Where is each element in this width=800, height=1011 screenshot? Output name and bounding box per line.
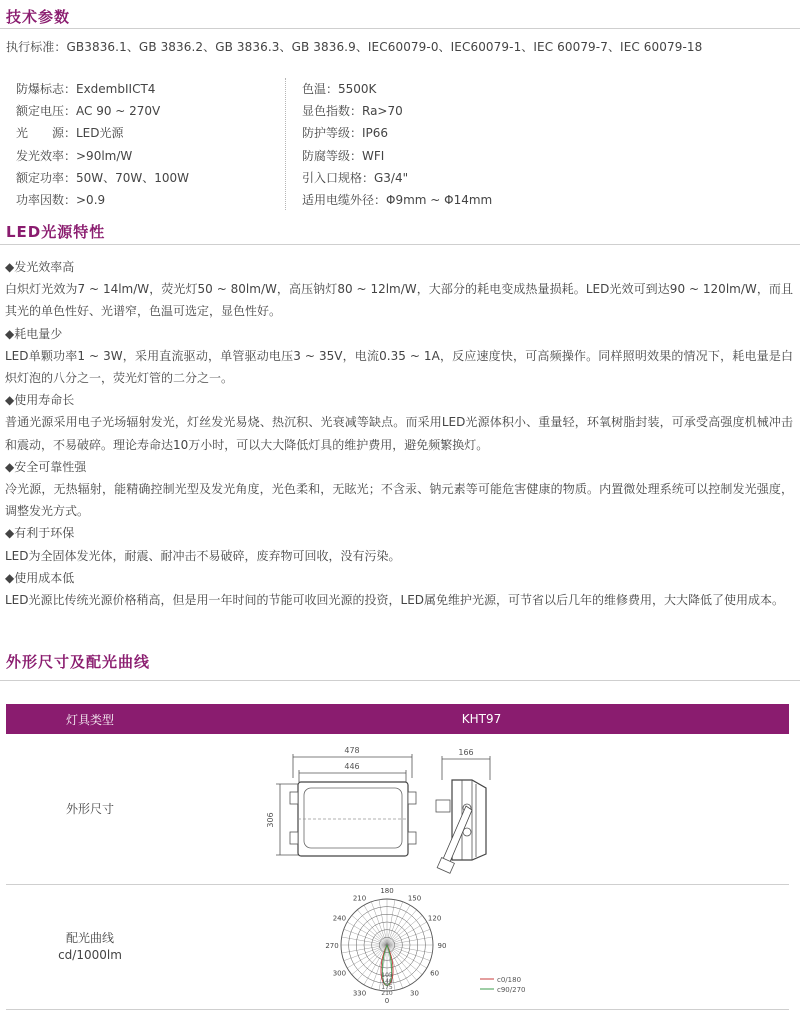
tech-params-title: 技术参数 xyxy=(6,8,71,26)
led-features-title: LED光源特性 xyxy=(6,223,106,241)
polar-angle-label: 180 xyxy=(380,887,394,895)
feature-body-lifetime: 普通光源采用电子光场辐射发光，灯丝发光易烧、热沉积、光衰减等缺点。而采用LED光源体积小、重量轻，环氧树脂封装，可承受高强度机械冲击和震动，不易破碎。理论寿命达10万小时，可以大大降低灯具的维护费用，避免频繁换灯。 xyxy=(5,415,793,452)
polar-angle-label: 120 xyxy=(427,914,442,923)
param-light-source: 光 源：LED光源 xyxy=(16,126,124,141)
param-cable-diameter: 适用电缆外径：Φ9mm ~ Φ14mm xyxy=(302,193,493,208)
param-color-temp: 色温：5500K xyxy=(302,82,377,96)
polar-radial-label: 105 xyxy=(381,972,393,979)
polar-angle-label: 330 xyxy=(352,989,367,998)
dimensions-rule xyxy=(0,680,800,681)
polar-angle-label: 150 xyxy=(407,894,422,903)
spec-table xyxy=(6,704,789,1010)
led-features-list xyxy=(5,256,793,611)
feature-head-cost: ◆使用成本低 xyxy=(5,570,75,585)
row-label-light-curve xyxy=(6,885,174,1010)
dim-width-inner: 446 xyxy=(344,762,360,771)
light-curve-label: 配光曲线 xyxy=(65,931,114,945)
polar-angle-label: 30 xyxy=(410,989,419,998)
param-voltage: 额定电压：AC 90 ~ 270V xyxy=(16,104,161,119)
led-features-rule xyxy=(0,244,800,245)
feature-head-power: ◆耗电量少 xyxy=(5,326,63,341)
header-fixture-type: 灯具类型 xyxy=(6,704,174,734)
spec-row-light-curve xyxy=(6,885,789,1010)
polar-angle-label: 0 xyxy=(384,997,390,1005)
feature-head-lifetime: ◆使用寿命长 xyxy=(5,393,75,408)
feature-head-eco: ◆有利于环保 xyxy=(5,526,75,541)
dimension-drawing-svg xyxy=(174,734,789,884)
feature-body-safety: 冷光源，无热辐射，能精确控制光型及发光角度，光色柔和，无眩光；不含汞、钠元素等可能危害健康的物质。内置微处理系统可以控制发光强度，调整发光方式。 xyxy=(5,482,793,519)
polar-radial-label: 210 xyxy=(381,990,393,997)
spec-table-header xyxy=(6,704,789,734)
polar-radial-label: 140 xyxy=(381,978,393,985)
polar-angle-label: 240 xyxy=(332,914,347,923)
dim-width-outer: 478 xyxy=(344,746,360,755)
polar-angle-label: 90 xyxy=(437,942,447,950)
feature-body-eco: LED为全固体发光体，耐震、耐冲击不易破碎，废弃物可回收，没有污染。 xyxy=(5,548,401,563)
legend-label-c0: c0/180 xyxy=(497,976,522,984)
param-power-factor: 功率因数：>0.9 xyxy=(16,193,106,208)
params-left-column xyxy=(16,78,189,211)
feature-head-safety: ◆安全可靠性强 xyxy=(5,459,87,474)
dim-height: 306 xyxy=(266,812,275,828)
side-view-drawing xyxy=(436,756,490,873)
polar-legend xyxy=(480,976,525,994)
param-ip-rating: 防护等级：IP66 xyxy=(302,126,389,141)
params-right-column xyxy=(302,78,492,211)
legend-label-c90: c90/270 xyxy=(497,986,526,994)
header-model: KHT97 xyxy=(174,704,789,734)
param-ex-mark: 防爆标志：ExdembIICT4 xyxy=(16,82,156,96)
param-power: 额定功率：50W、70W、100W xyxy=(16,170,190,185)
execution-standard: 执行标准：GB3836.1、GB 3836.2、GB 3836.3、GB 3836.9、IEC60079-0、IEC60079-1、IEC 60079-7、IEC 60079-18 xyxy=(6,40,703,54)
dimension-drawings xyxy=(174,734,789,885)
param-corrosion: 防腐等级：WFI xyxy=(302,148,385,163)
row-label-dimensions: 外形尺寸 xyxy=(6,734,174,885)
tech-params-rule xyxy=(0,28,800,29)
polar-angle-label: 300 xyxy=(332,969,347,978)
polar-diagram-svg xyxy=(174,885,789,1009)
feature-head-efficacy: ◆发光效率高 xyxy=(5,260,75,274)
param-entry-thread: 引入口规格：G3/4" xyxy=(302,170,409,185)
dimensions-title: 外形尺寸及配光曲线 xyxy=(6,653,151,671)
param-efficacy: 发光效率：>90lm/W xyxy=(16,148,133,163)
polar-angle-label: 210 xyxy=(352,894,367,903)
spec-row-dimensions xyxy=(6,734,789,885)
polar-radial-label: 175 xyxy=(381,984,393,991)
polar-angle-label: 60 xyxy=(430,969,440,978)
polar-angle-label: 270 xyxy=(325,942,339,950)
feature-body-power: LED单颗功率1 ~ 3W，采用直流驱动，单管驱动电压3 ~ 35V，电流0.35 ~ 1A，反应速度快，可高频操作。同样照明效果的情况下，耗电量是白炽灯泡的八分之一，荧光灯管的二分之一。 xyxy=(5,348,793,386)
param-cri: 显色指数：Ra>70 xyxy=(302,104,403,119)
feature-body-efficacy: 白炽灯光效为7 ~ 14lm/W，荧光灯50 ~ 80lm/W，高压钠灯80 ~ 12lm/W，大部分的耗电变成热量损耗。LED光效可到达90 ~ 120lm/W，而且其光的单色性好、光谱窄，色温可选定，显色性好。 xyxy=(5,282,793,319)
params-divider xyxy=(285,78,286,210)
feature-body-cost: LED光源比传统光源价格稍高，但是用一年时间的节能可收回光源的投资，LED属免维护光源，可节省以后几年的维修费用，大大降低了使用成本。 xyxy=(5,593,785,608)
light-curve-unit: cd/1000lm xyxy=(58,948,122,962)
light-curve-cell xyxy=(174,885,789,1010)
dim-depth: 166 xyxy=(458,748,474,757)
